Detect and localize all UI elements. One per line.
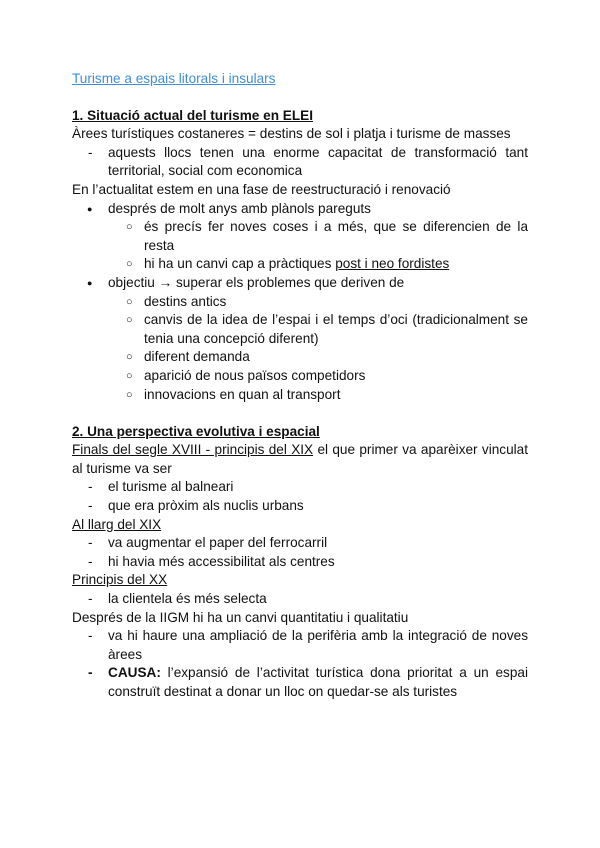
list-item: - va hi haure una ampliació de la perifèria amb la integració de noves àrees — [72, 627, 528, 664]
period-label: Principis del XX — [72, 572, 168, 588]
list-item: - hi havia més accessibilitat als centres — [72, 553, 528, 572]
section1-line2: En l’actualitat estem en una fase de reestructuració i renovació — [72, 181, 451, 197]
period-label: Al llarg del XIX — [72, 516, 162, 532]
sub-item — [108, 255, 528, 274]
list-item: - la clientela és més selecta — [72, 590, 528, 609]
sub-item: ○ aparició de nous països competidors — [108, 367, 528, 386]
sub-item: ○ canvis de la idea de l’espai i el temps d’oci (tradicionalment se tenia una concepció diferent) — [108, 311, 528, 348]
section2-p4: Després de la IIGM hi ha un canvi quantitatiu i qualitatiu — [72, 609, 409, 625]
sub-item: ○ innovacions en quan al transport — [108, 386, 528, 405]
section2-p1 — [72, 441, 528, 478]
section2-p1-list — [72, 478, 528, 515]
section1-bullets — [72, 200, 528, 219]
sub-item: ○ diferent demanda — [108, 348, 528, 367]
section1-intro-list — [72, 144, 528, 181]
section1-bullets-2 — [72, 274, 528, 293]
list-item: - aquests llocs tenen una enorme capacitat de transformació tant territorial, social com economica — [72, 144, 528, 181]
spacer — [72, 404, 528, 423]
sub-item: ○ és precís fer noves coses i a més, que se diferencien de la resta — [108, 218, 528, 255]
section2-p4-list — [72, 627, 528, 701]
section2-heading: 2. Una perspectiva evolutiva i espacial — [72, 423, 320, 439]
bullet-text: objectiu → superar els problemes que deriven de — [108, 274, 405, 290]
document-title-link[interactable]: Turisme a espais litorals i insulars — [72, 71, 276, 86]
underlined-term: post i neo fordistes — [335, 256, 450, 272]
list-item: - va augmentar el paper del ferrocarril — [72, 534, 528, 553]
section2-p3-list — [72, 590, 528, 609]
period-label: Finals del segle XVIII - principis del XIX — [72, 442, 314, 458]
document-page — [72, 70, 528, 702]
cause-text: l’expansió de l’activitat turística dona prioritat a un espai construït destinat a donar un lloc on quedar-se als turistes — [108, 665, 528, 699]
list-item: - el turisme al balneari — [72, 478, 528, 497]
section2-p1-text: el que primer va aparèixer vinculat al turisme va ser — [72, 442, 529, 476]
sub-item: ○ destins antics — [108, 293, 528, 312]
bullet2-sublist — [108, 293, 528, 405]
cause-label: CAUSA: — [108, 665, 161, 681]
section2-p2-list — [72, 534, 528, 571]
bullet-item — [72, 274, 528, 293]
bullet1-sublist — [108, 218, 528, 274]
section1-intro: Àrees turístiques costaneres = destins de sol i platja i turisme de masses — [72, 126, 511, 142]
bullet-item — [72, 200, 528, 219]
list-item: - que era pròxim als nuclis urbans — [72, 497, 528, 516]
list-item — [72, 664, 528, 701]
sub-item-text: hi ha un canvi cap a pràctiques — [144, 256, 336, 272]
bullet-text: després de molt anys amb plànols pareguts — [108, 200, 371, 216]
section1-heading: 1. Situació actual del turisme en ELEI — [72, 107, 313, 123]
